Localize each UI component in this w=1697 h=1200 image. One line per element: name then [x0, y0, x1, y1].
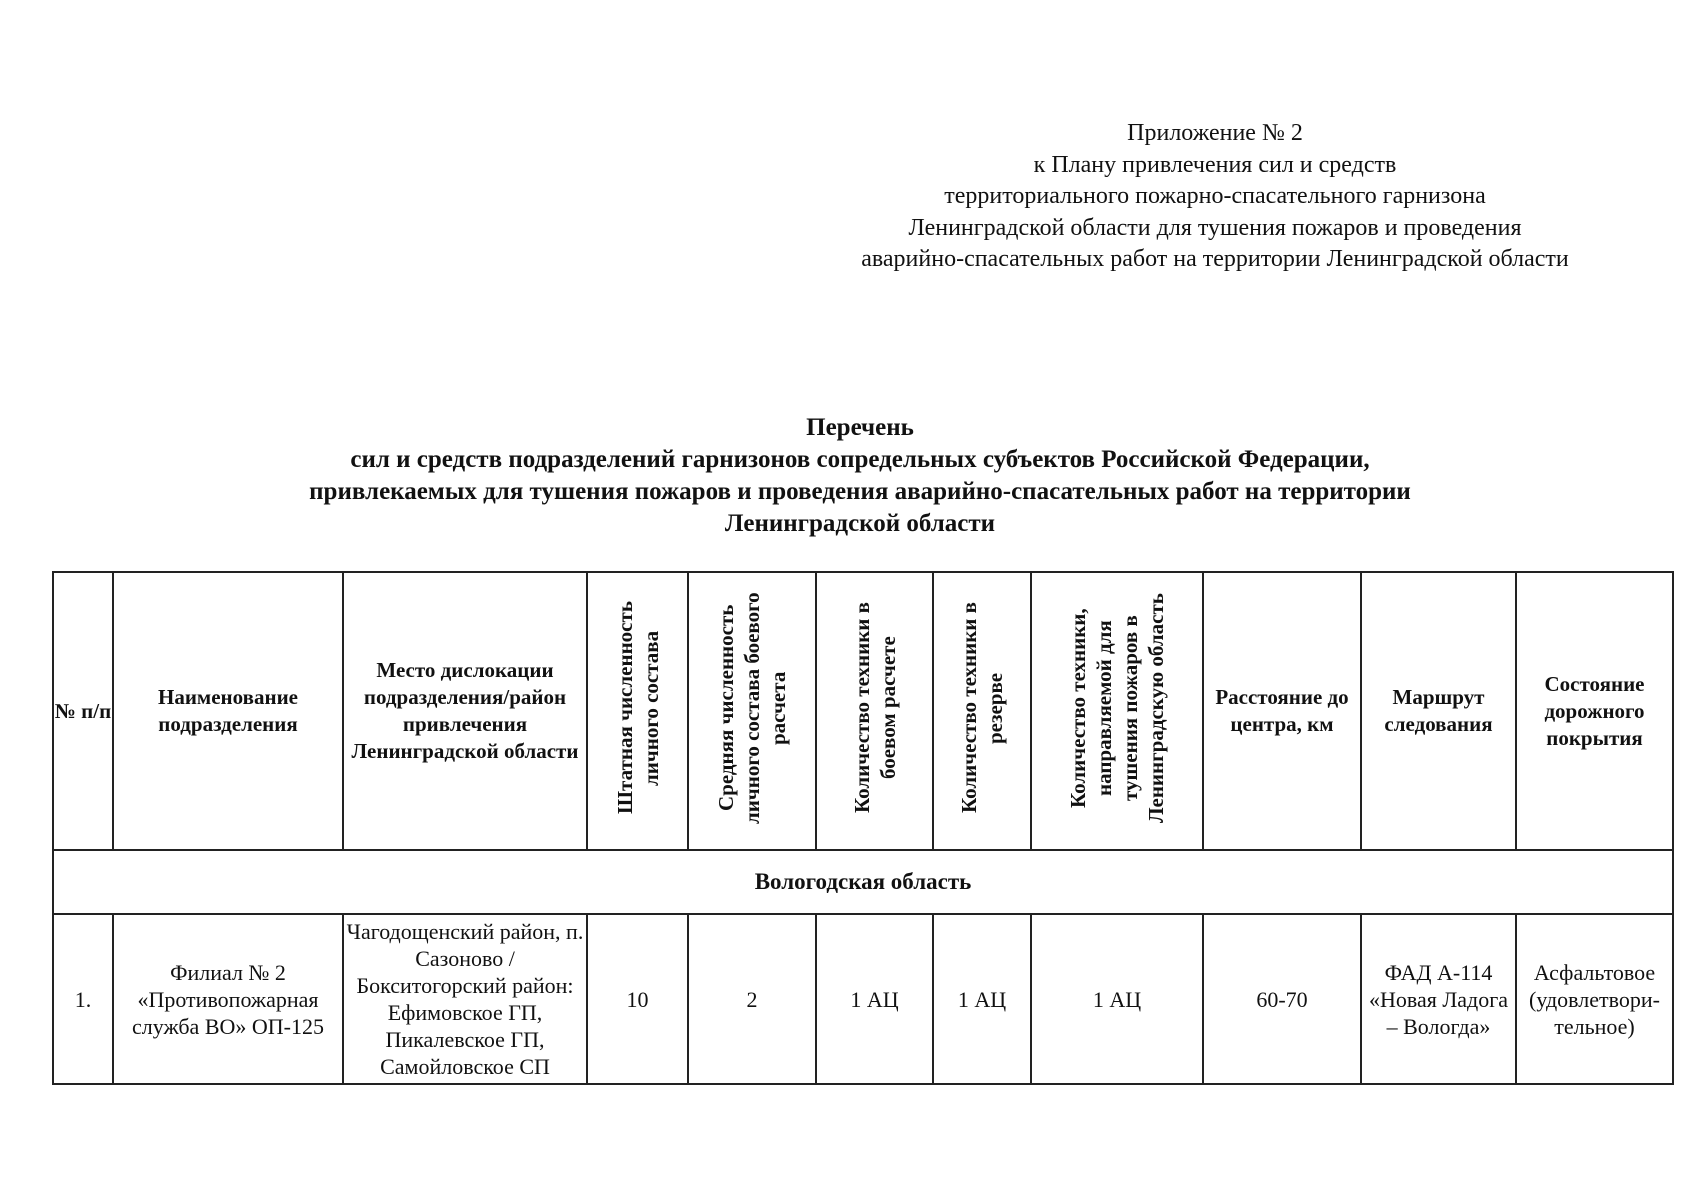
cell-staff: 10: [587, 914, 688, 1084]
title-line: Перечень: [806, 414, 914, 441]
header-staff: [587, 572, 688, 850]
cell-distance: 60-70: [1203, 914, 1361, 1084]
header-distance: Расстояние до центра, км: [1203, 572, 1361, 850]
header-equip-reserve: [933, 572, 1031, 850]
cell-road: Асфальтовое (удовлетвори-тельное): [1516, 914, 1673, 1084]
header-route: Маршрут следования: [1361, 572, 1516, 850]
cell-num: 1.: [53, 914, 113, 1084]
cell-name: Филиал № 2 «Противопожарная служба ВО» ОП-125: [113, 914, 343, 1084]
cell-route: ФАД А-114 «Новая Ладога – Вологда»: [1361, 914, 1516, 1084]
header-equip-combat: [816, 572, 933, 850]
header-equip-sent-label: Количество техники, направляемой для тушения пожаров в Ленинградскую область: [1066, 592, 1168, 823]
title-line: сил и средств подразделений гарнизонов сопредельных субъектов Российской Федерации,: [350, 446, 1370, 473]
cell-avg-crew: 2: [688, 914, 816, 1084]
cell-equip-sent: 1 АЦ: [1031, 914, 1203, 1084]
title-line: привлекаемых для тушения пожаров и проведения аварийно-спасательных работ на территории: [309, 478, 1411, 505]
header-avg-crew: [688, 572, 816, 850]
appendix-line: к Плану привлечения сил и средств: [1033, 151, 1397, 178]
title-line: Ленинградской области: [724, 510, 996, 537]
region-row: [53, 850, 1673, 914]
region-name: Вологодская область: [53, 850, 1673, 914]
document-title: [180, 412, 1540, 540]
forces-table: [52, 571, 1674, 1085]
header-num: № п/п: [53, 572, 113, 850]
header-row: [53, 572, 1673, 850]
appendix-line: аварийно-спасательных работ на территории Ленинградской области: [861, 246, 1569, 272]
header-equip-combat-label: Количество техники в боевом расчете: [849, 602, 900, 813]
header-staff-label: Штатная численность личного состава: [612, 601, 663, 814]
appendix-line: Приложение № 2: [1127, 120, 1303, 146]
cell-location: Чагодощенский район, п. Сазоново / Бокситогорский район: Ефимовское ГП, Пикалевское ГП, Самойловское СП: [343, 914, 587, 1084]
cell-equip-combat: 1 АЦ: [816, 914, 933, 1084]
header-equip-reserve-label: Количество техники в резерве: [957, 602, 1007, 813]
header-equip-sent: [1031, 572, 1203, 850]
appendix-line: Ленинградской области для тушения пожаров и проведения: [908, 214, 1522, 241]
appendix-header: [790, 118, 1640, 276]
header-location: Место дислокации подразделения/район привлечения Ленинградской области: [343, 572, 587, 850]
cell-equip-reserve: 1 АЦ: [933, 914, 1031, 1084]
header-name: Наименование подразделения: [113, 572, 343, 850]
appendix-line: территориального пожарно-спасательного гарнизона: [944, 183, 1486, 209]
header-avg-crew-label: Средняя численность личного состава боевого расчета: [714, 591, 790, 824]
header-road: Состояние дорожного покрытия: [1516, 572, 1673, 850]
table-row: [53, 914, 1673, 1084]
